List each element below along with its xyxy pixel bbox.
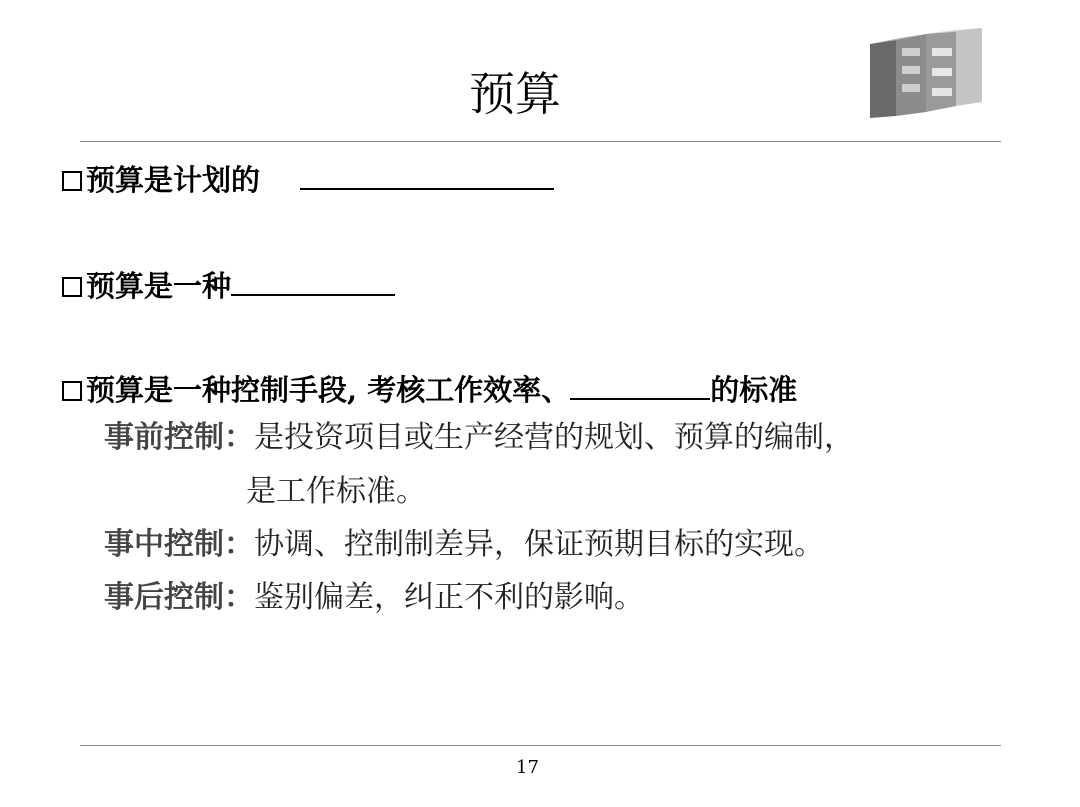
control-item-before-continuation <box>246 472 426 512</box>
page-number: 17 <box>516 757 539 778</box>
checkbox-bullet-icon <box>62 171 82 191</box>
fill-in-blank <box>300 162 554 190</box>
fill-in-blank <box>570 372 710 400</box>
bullet-item <box>62 162 554 198</box>
control-text: 是工作标准。 <box>246 474 426 509</box>
fill-in-blank <box>231 268 395 296</box>
control-item-before <box>104 418 854 458</box>
slide-title: 预算 <box>469 67 561 121</box>
checkbox-bullet-icon <box>62 381 82 401</box>
building-logo-icon <box>866 26 986 122</box>
checkbox-bullet-icon <box>62 277 82 297</box>
bullet-item <box>62 268 395 304</box>
control-label: 事中控制： <box>104 527 254 562</box>
control-label: 事前控制： <box>104 420 254 455</box>
control-item-after <box>104 578 644 618</box>
footer-divider <box>80 745 1001 746</box>
header-divider <box>80 141 1001 142</box>
bullet-text: 预算是一种 <box>86 269 232 303</box>
bullet-text: 预算是一种控制手段, 考核工作效率、 <box>86 373 571 407</box>
bullet-text-suffix: 的标准 <box>710 373 798 407</box>
control-item-during <box>104 525 824 565</box>
control-text: 鉴别偏差，纠正不利的影响。 <box>254 580 644 615</box>
bullet-text: 预算是计划的 <box>86 163 261 197</box>
control-text: 是投资项目或生产经营的规划、预算的编制， <box>254 420 854 455</box>
control-label: 事后控制： <box>104 580 254 615</box>
control-text: 协调、控制制差异，保证预期目标的实现。 <box>254 527 824 562</box>
bullet-item <box>62 372 797 408</box>
